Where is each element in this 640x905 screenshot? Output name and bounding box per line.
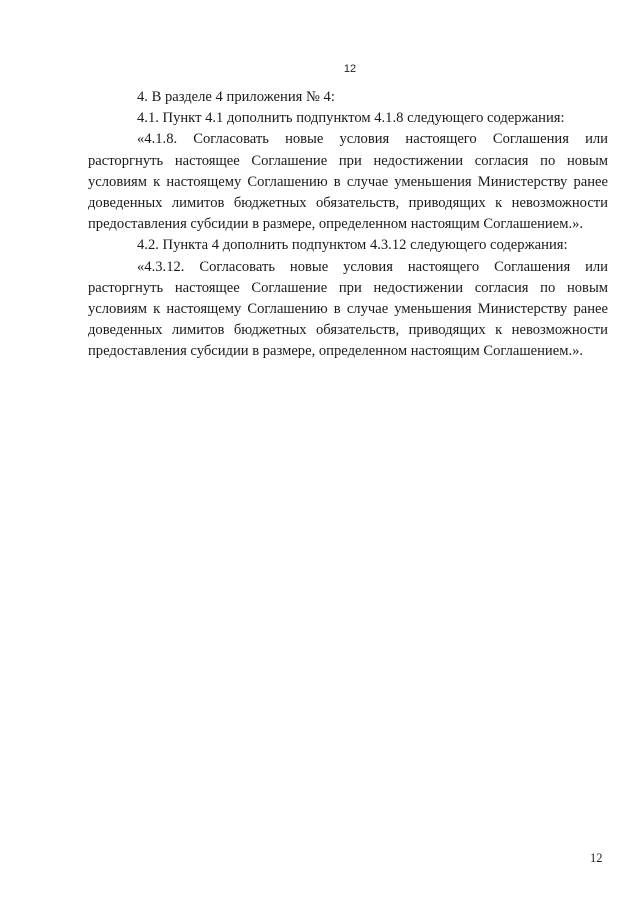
paragraph-item-4-1: 4.1. Пункт 4.1 дополнить подпунктом 4.1.8 следующего содержания: <box>137 110 565 127</box>
paragraph-subitem-4-1-8: «4.1.8. Согласовать новые условия настоящего Соглашения или расторгнуть настоящее Соглашение при недостижении согласия по новым условиям к настоящему Соглашению в случае уменьшения Министерству ранее доведенных лимитов бюджетных обязательств, приводящих к невозможности предоставления субсидии в размере, определенном настоящим Соглашением.». <box>88 131 608 233</box>
paragraph-section-4-heading: 4. В разделе 4 приложения № 4: <box>137 89 335 105</box>
page-number-top: 12 <box>343 63 357 75</box>
paragraph-subitem-4-3-12: «4.3.12. Согласовать новые условия настоящего Соглашения или расторгнуть настоящее Соглашение при недостижении согласия по новым условиям к настоящему Соглашению в случае уменьшения Министерству ранее доведенных лимитов бюджетных обязательств, приводящих к невозможности предоставления субсидии в размере, определенном настоящим Соглашением.». <box>88 258 608 360</box>
page-number-bottom: 12 <box>590 851 603 865</box>
document-body <box>88 87 608 363</box>
paragraph-item-4-2: 4.2. Пункта 4 дополнить подпунктом 4.3.12 следующего содержания: <box>137 237 568 254</box>
